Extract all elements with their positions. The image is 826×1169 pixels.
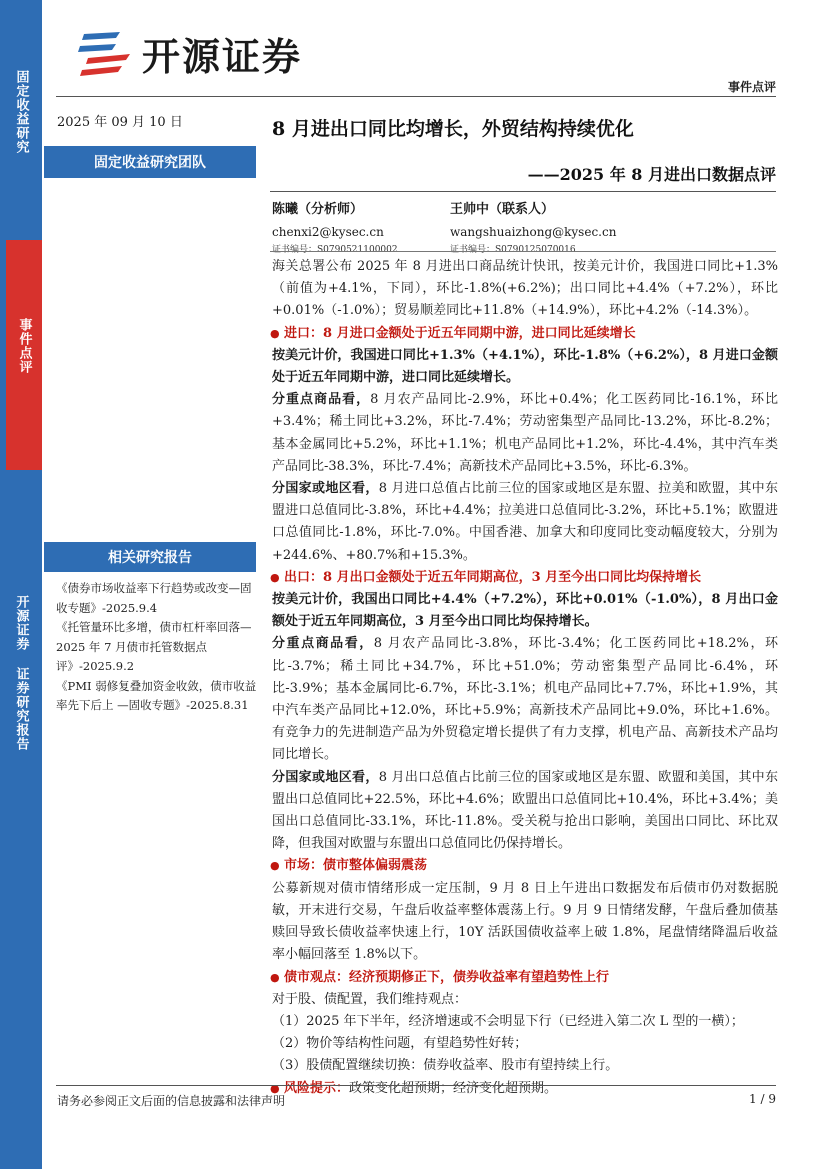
risk-paragraph (270, 1078, 778, 1100)
export-region-label: 分国家或地区看， (272, 769, 379, 785)
analyst-2 (450, 198, 616, 255)
title-divider (270, 191, 776, 192)
doc-type-label: 事件点评 (727, 80, 776, 94)
analyst-email[interactable]: chenxi2@kysec.cn (272, 225, 384, 239)
related-report-link[interactable]: 《债券市场收益率下行趋势或改变—固收专题》-2025.9.4 (56, 581, 252, 615)
export-region-text: 8 月出口总值占比前三位的国家或地区是东盟、欧盟和美国，其中东盟出口总值同比+22.5%，环比+4.6%；欧盟出口总值同比+10.4%，环比+3.4%；美国出口总值同比-33.1%，环比-11.8%。受关税与抢出口影响，美国出口同比、环比双降，但我国对欧盟与东盟出口总值同比仍保持增长。 (272, 769, 778, 852)
view-point: （3）股债配置继续切换：债券收益率、股市有望持续上行。 (272, 1058, 619, 1074)
view-point: （1）2025 年下半年，经济增速或不会明显下行（已经进入第二次 L 型的一横）； (272, 1013, 744, 1029)
import-region-paragraph (272, 478, 778, 567)
import-goods-text: 8 月农产品同比-2.9%，环比+0.4%；化工医药同比-16.1%，环比+3.4%；稀土同比+3.2%，环比-7.4%；劳动密集型产品同比-13.2%，环比-8.2%；基本金属同比+5.2%，环比+1.1%；机电产品同比+1.2%，环比-4.4%，其中汽车类产品同比-38.3%，环比-7.4%；高新技术产品同比+3.5%，环比-6.3%。 (272, 392, 778, 474)
import-section-heading: ● 进口：8 月进口金额处于近五年同期中游，进口同比延续增长 (284, 323, 778, 345)
market-section-heading: ● 市场：债市整体偏弱震荡 (284, 855, 778, 877)
import-goods-label: 分重点商品看， (272, 392, 371, 408)
related-reports-header: 相关研究报告 (44, 542, 256, 572)
import-region-text: 8 月进口总值占比前三位的国家或地区是东盟、拉美和欧盟，其中东盟进口总值同比-3.8%，环比+4.4%；拉美进口总值同比-3.2%，环比+5.1%；欧盟进口总值同比-1.8%，环比-7.0%。中国香港、加拿大和印度同比变动幅度较大，分别为+244.6%、+80.7%和+15.3%。 (272, 481, 778, 563)
report-date: 2025 年 09 月 10 日 (57, 115, 183, 130)
sidebar-bottom-label: 开源证券 证券研究报告 (13, 595, 29, 751)
export-goods-text: 8 月农产品同比-3.8%，环比-3.4%；化工医药同比+18.2%，环比-3.7%；稀土同比+34.7%，环比+51.0%；劳动密集型产品同比-6.4%，环比-3.9%；基本金属同比-6.7%，环比-3.1%；机电产品同比+7.7%，环比+1.9%，其中汽车类产品同比+12.0%，环比+5.9%；高新技术产品同比+9.0%，环比+1.6%。有竞争力的先进制造产品为外贸稳定增长提供了有力支撑，机电产品、高新技术产品均同比增长。 (272, 636, 778, 763)
brand-name: 开源证券 (142, 35, 303, 79)
report-subtitle: ——2025 年 8 月进出口数据点评 (527, 165, 776, 184)
market-paragraph: 公募新规对债市情绪形成一定压制，9 月 8 日上午进出口数据发布后债市仍对数据脱敏，开末进行交易，午盘后收益率整体震荡上行。9 月 9 日情绪发酵，午盘后叠加债基赎回导致长债收益率快速上行，10Y 活跃国债收益率上破 1.8%，尾盘情绪降温后收益率小幅回落至 1.8%以下。 (272, 880, 778, 963)
analyst-name: 陈曦（分析师） (272, 202, 364, 217)
page-number: 1 / 9 (749, 1092, 776, 1106)
analyst-name: 王帅中（联系人） (450, 202, 555, 217)
export-goods-label: 分重点商品看， (272, 636, 374, 652)
export-goods-paragraph (272, 633, 778, 766)
sidebar-top-label: 固定收益研究 (13, 70, 29, 154)
analyst-email[interactable]: wangshuaizhong@kysec.cn (450, 225, 617, 239)
view-section-heading: ● 债市观点：经济预期修正下，债券收益率有望趋势性上行 (284, 967, 778, 989)
related-report-link[interactable]: 《托管量环比多增，债市杠杆率回落—2025 年 7 月债市托管数据点评》-2025.9.2 (56, 620, 252, 673)
analyst-1 (272, 198, 398, 255)
team-label: 固定收益研究团队 (44, 146, 256, 178)
intro-paragraph: 海关总署公布 2025 年 8 月进出口商品统计快讯，按美元计价，我国进口同比+1.3%（前值为+4.1%，下同），环比-1.8%(+6.2%)；出口同比+4.4%（+7.2%），环比+0.01%（-1.0%）；贸易顺差同比+11.8%（+14.9%），环比+4.2%（-14.3%）。 (272, 259, 778, 319)
footer-disclaimer: 请务必参阅正文后面的信息披露和法律声明 (57, 1094, 286, 1108)
export-section-heading: ● 出口：8 月出口金额处于近五年同期高位，3 月至今出口同比均保持增长 (284, 567, 778, 589)
view-intro: 对于股、债配置，我们维持观点： (272, 991, 468, 1007)
header-divider (56, 96, 776, 97)
analyst-cert: 证书编号：S0790125070016 (450, 245, 576, 255)
export-region-paragraph (272, 767, 778, 856)
brand-logo (76, 26, 302, 81)
footer-divider (56, 1085, 776, 1086)
related-reports-list (56, 579, 260, 716)
risk-text: 政策变化超预期；经济变化超预期。 (349, 1080, 558, 1096)
import-goods-paragraph (272, 389, 778, 478)
report-body (272, 256, 778, 1100)
analyst-divider (270, 251, 776, 252)
import-summary: 按美元计价，我国进口同比+1.3%（+4.1%），环比-1.8%（+6.2%），8 月进口金额处于近五年同期中游，进口同比延续增长。 (272, 347, 778, 386)
view-point: （2）物价等结构性问题，有望趋势性好转； (272, 1036, 528, 1052)
report-title: 8 月进出口同比均增长，外贸结构持续优化 (272, 118, 634, 140)
risk-label: 风险提示： (284, 1080, 350, 1096)
bullet-icon: ● (270, 1081, 280, 1095)
sidebar-middle-label: 事件点评 (16, 318, 32, 374)
related-report-link[interactable]: 《PMI 弱修复叠加资金收敛，债市收益率先下后上 —固收专题》-2025.8.31 (56, 678, 257, 712)
brand-mark-icon (76, 30, 134, 78)
export-summary: 按美元计价，我国出口同比+4.4%（+7.2%），环比+0.01%（-1.0%），8 月出口金额处于近五年同期高位，3 月至今出口同比均保持增长。 (272, 592, 778, 630)
import-region-label: 分国家或地区看， (272, 481, 379, 497)
analyst-cert: 证书编号：S0790521100002 (272, 245, 398, 255)
